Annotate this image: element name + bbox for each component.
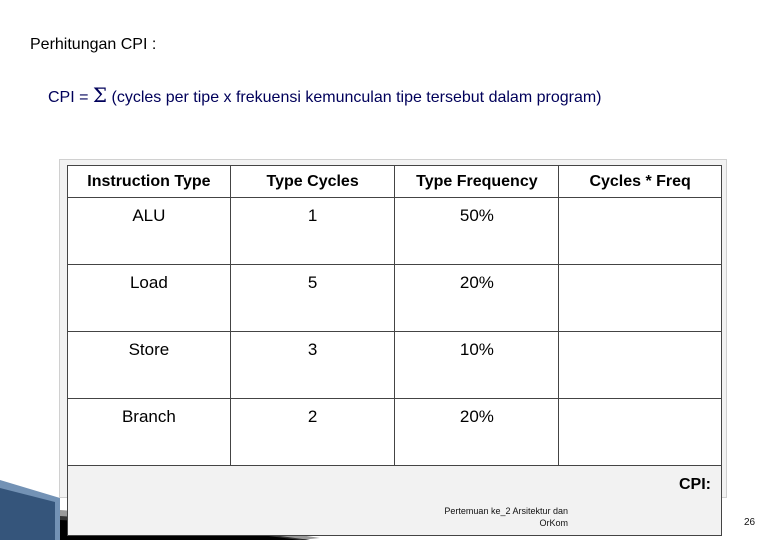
- table-row: [68, 198, 722, 265]
- cell-type: Load: [68, 265, 231, 332]
- formula-text: (cycles per tipe x frekuensi kemunculan tipe tersebut dalam program): [107, 89, 602, 106]
- cell-cycles: 1: [230, 198, 395, 265]
- footer-line-2: OrKom: [539, 518, 568, 528]
- page-number: 26: [744, 517, 756, 528]
- header-cycles-freq: Cycles * Freq: [559, 166, 722, 198]
- table-row: [68, 265, 722, 332]
- table-header-row: [68, 166, 722, 198]
- cpi-total-row: [68, 466, 722, 536]
- cell-type: Store: [68, 332, 231, 399]
- cell-type: ALU: [68, 198, 231, 265]
- cell-product: [559, 265, 722, 332]
- cell-freq: 10%: [395, 332, 559, 399]
- sigma-symbol: Σ: [92, 83, 108, 107]
- cell-freq: 20%: [395, 265, 559, 332]
- cpi-table-container: [60, 160, 726, 497]
- cpi-formula: [48, 83, 602, 107]
- formula-prefix: CPI =: [48, 89, 93, 106]
- cpi-table: [67, 165, 722, 536]
- cell-product: [559, 399, 722, 466]
- header-type-frequency: Type Frequency: [395, 166, 559, 198]
- cell-freq: 50%: [395, 198, 559, 265]
- header-type-cycles: Type Cycles: [230, 166, 395, 198]
- cell-product: [559, 198, 722, 265]
- cell-type: Branch: [68, 399, 231, 466]
- footer-course-text: [413, 505, 568, 529]
- footer-line-1: Pertemuan ke_2 Arsitektur dan: [444, 506, 568, 516]
- cpi-label: CPI:: [68, 466, 722, 536]
- cell-cycles: 5: [230, 265, 395, 332]
- cell-product: [559, 332, 722, 399]
- header-instruction-type: Instruction Type: [68, 166, 231, 198]
- cell-cycles: 3: [230, 332, 395, 399]
- table-row: [68, 399, 722, 466]
- cell-freq: 20%: [395, 399, 559, 466]
- table-row: [68, 332, 722, 399]
- slide-heading: Perhitungan CPI :: [30, 36, 157, 53]
- cell-cycles: 2: [230, 399, 395, 466]
